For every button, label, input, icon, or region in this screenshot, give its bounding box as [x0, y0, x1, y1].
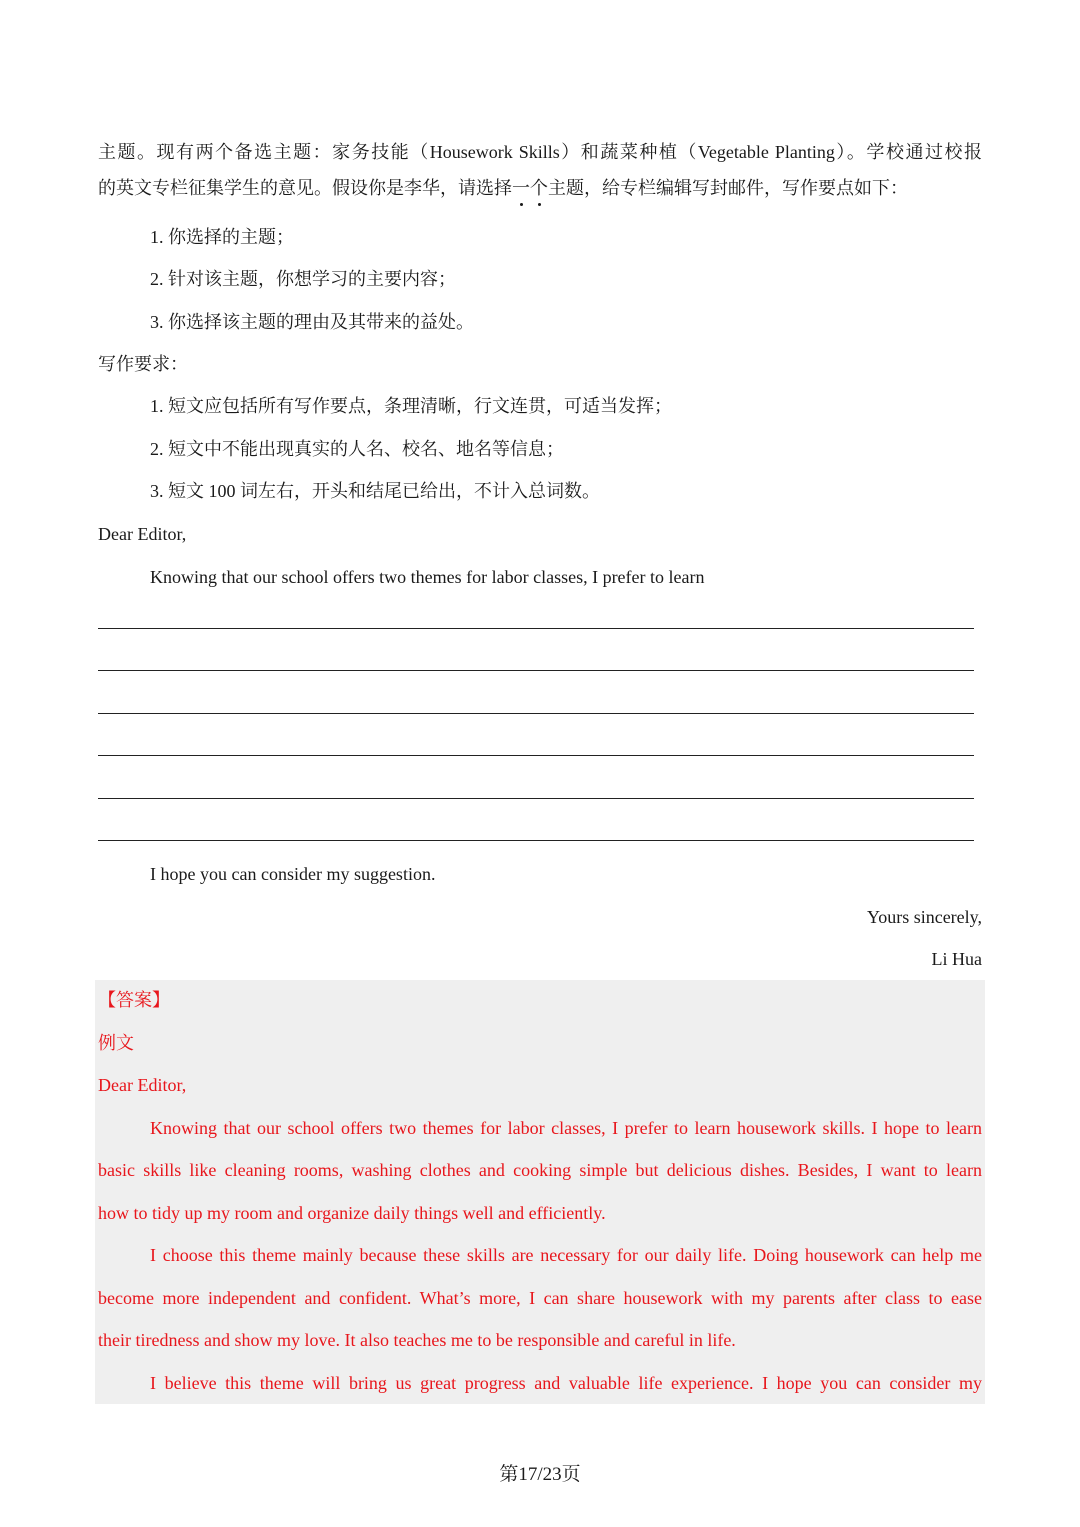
letter-opening: Knowing that our school offers two themes for labor classes, I prefer to learn	[150, 567, 705, 587]
requirements-title: 写作要求：	[98, 354, 188, 374]
answer-line-3: how to tidy up my room and organize daily things well and efficiently.	[98, 1203, 606, 1223]
answer-label: 【答案】	[98, 990, 170, 1010]
requirement-1: 1. 短文应包括所有写作要点，条理清晰，行文连贯，可适当发挥；	[150, 396, 672, 416]
answer-line-7: I believe this theme will bring us great progress and valuable life experience. I hope you can consider my	[150, 1373, 982, 1393]
writing-line-6	[98, 840, 974, 841]
letter-signature: Li Hua	[931, 949, 982, 969]
writing-point-1: 1. 你选择的主题；	[150, 227, 294, 247]
page-number: 第17/23页	[499, 1464, 581, 1485]
letter-salutation: Dear Editor,	[98, 524, 187, 544]
writing-line-4	[98, 755, 974, 756]
letter-signoff: Yours sincerely,	[867, 907, 982, 927]
writing-line-2	[98, 670, 974, 671]
answer-line-2: basic skills like cleaning rooms, washing clothes and cooking simple but delicious dishes. Besides, I want to learn	[98, 1160, 982, 1180]
answer-salutation: Dear Editor,	[98, 1075, 187, 1095]
requirement-3: 3. 短文 100 词左右，开头和结尾已给出，不计入总词数。	[150, 481, 600, 501]
answer-line-5: become more independent and confident. What’s more, I can share housework with my parents after class to ease	[98, 1288, 982, 1308]
writing-line-5	[98, 798, 974, 799]
task-intro-line-2	[98, 176, 908, 200]
writing-point-2: 2. 针对该主题，你想学习的主要内容；	[150, 269, 456, 289]
writing-line-1	[98, 628, 974, 629]
task-intro-line-2-post: 主题，给专栏编辑写封邮件，写作要点如下：	[548, 178, 908, 198]
writing-line-3	[98, 713, 974, 714]
requirement-2: 2. 短文中不能出现真实的人名、校名、地名等信息；	[150, 439, 564, 459]
emphasis-char-1: 一	[512, 178, 530, 198]
letter-closing: I hope you can consider my suggestion.	[150, 864, 436, 884]
answer-line-6: their tiredness and show my love. It also teaches me to be responsible and careful in life.	[98, 1330, 736, 1350]
sample-label: 例文	[98, 1033, 134, 1053]
emphasis-char-2: 个	[530, 178, 548, 198]
answer-line-1: Knowing that our school offers two themes for labor classes, I prefer to learn housework skills. I hope to learn	[150, 1118, 982, 1138]
answer-line-4: I choose this theme mainly because these skills are necessary for our daily life. Doing housework can help me	[150, 1245, 982, 1265]
writing-point-3: 3. 你选择该主题的理由及其带来的益处。	[150, 312, 474, 332]
task-intro-line-2-pre: 的英文专栏征集学生的意见。假设你是李华，请选择	[98, 178, 512, 198]
task-intro-line-1: 主题。现有两个备选主题：家务技能（Housework Skills）和蔬菜种植（Vegetable Planting）。学校通过校报	[98, 142, 982, 162]
